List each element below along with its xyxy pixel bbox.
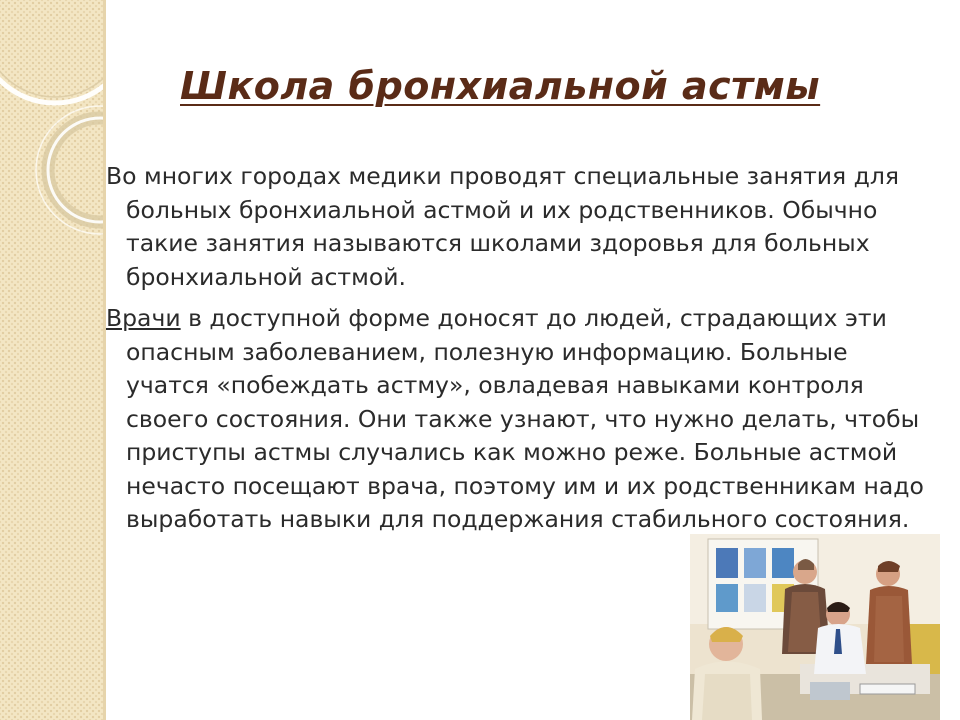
consultation-photo <box>690 534 940 720</box>
paragraph-doctors <box>106 302 936 537</box>
paragraph-intro: Во многих городах медики проводят специальные занятия для больных бронхиальной астмой и их родственников. Обычно такие занятия называются школами здоровья для больных бронхиальной астмой. <box>106 162 900 291</box>
ring-ornament-icon <box>0 0 105 720</box>
slide-body <box>106 160 936 545</box>
slide-title: Школа бронхиальной астмы <box>180 64 821 108</box>
doctors-and-patients-photo-icon <box>690 534 940 720</box>
decorative-sidebar <box>0 0 105 720</box>
doctors-link-text: Врачи <box>106 304 181 332</box>
paragraph-doctors-text: в доступной форме доносят до людей, страдающих эти опасным заболеванием, полезную информацию. Больные учатся «побеждать астму», овладевая навыками контроля своего состояния. Они также узнают, что нужно делать, чтобы приступы астмы случались как можно реже. Больные астмой нечасто посещают врача, поэтому им и их родственникам надо выработать навыки для поддержания стабильного состояния. <box>126 304 924 533</box>
